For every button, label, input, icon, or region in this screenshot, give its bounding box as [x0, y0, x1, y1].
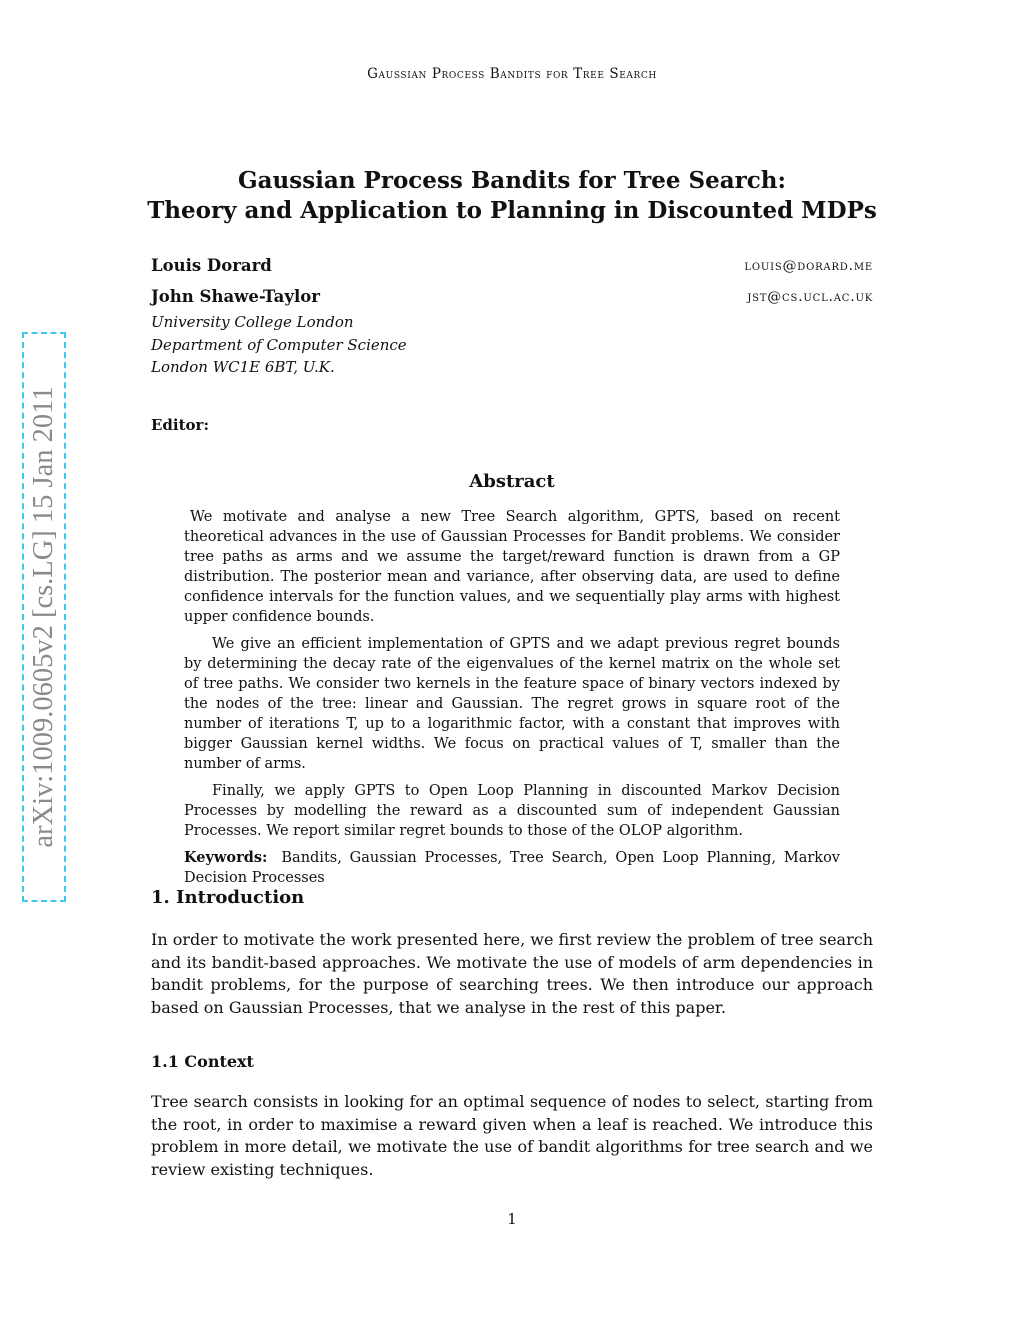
page-number: 1: [507, 1210, 517, 1228]
abstract-paragraph: We give an efficient implementation of GPTS and we adapt previous regret bounds by determining the decay rate of the eigenvalues of the kernel matrix on the whole set of tree paths. We consider two kernels in the feature space of binary vectors indexed by the nodes of the tree: linear and Gaussian. The regret grows in square root of the number of iterations T, up to a logarithmic factor, with a constant that improves with bigger Gaussian kernel widths. We focus on practical values of T, smaller than the number of arms.: [184, 636, 840, 772]
paper-title: [0, 166, 1024, 226]
author-email: louis@dorard.me: [744, 258, 873, 274]
subsection-paragraph: Tree search consists in looking for an optimal sequence of nodes to select, starting from the root, in order to maximise a reward given when a leaf is reached. We introduce this problem in more detail, we motivate the use of bandit algorithms for tree search and we review existing techniques.: [151, 1092, 873, 1179]
section-heading-introduction: 1. Introduction: [151, 887, 305, 908]
abstract-heading: Abstract: [469, 471, 555, 492]
title-line-1: Gaussian Process Bandits for Tree Search:: [238, 167, 786, 194]
author-name: Louis Dorard: [151, 256, 272, 275]
abstract-body: [184, 507, 840, 888]
running-head: Gaussian Process Bandits for Tree Search: [367, 66, 657, 82]
abstract-paragraph: Finally, we apply GPTS to Open Loop Planning in discounted Markov Decision Processes by modelling the reward as a discounted sum of independent Gaussian Processes. We report similar regret bounds to those of the OLOP algorithm.: [184, 783, 840, 839]
author-name: John Shawe-Taylor: [151, 287, 320, 306]
title-line-2: Theory and Application to Planning in Discounted MDPs: [147, 197, 877, 224]
arxiv-identifier: arXiv:1009.0605v2 [cs.LG] 15 Jan 2011: [28, 386, 59, 848]
affiliation-line: London WC1E 6BT, U.K.: [151, 358, 335, 376]
subsection-heading-context: 1.1 Context: [151, 1052, 254, 1071]
author-1: [151, 256, 873, 275]
abstract-paragraph: We motivate and analyse a new Tree Search algorithm, GPTS, based on recent theoretical advances in the use of Gaussian Processes for Bandit problems. We consider tree paths as arms and we assume the target/reward function is drawn from a GP distribution. The posterior mean and variance, after observing data, are used to define confidence intervals for the function values, and we sequentially play arms with highest upper confidence bounds.: [184, 509, 840, 625]
author-email: jst@cs.ucl.ac.uk: [747, 289, 873, 305]
keywords-text: Bandits, Gaussian Processes, Tree Search, Open Loop Planning, Markov Decision Processes: [184, 850, 840, 886]
section-paragraph: In order to motivate the work presented here, we first review the problem of tree search and its bandit-based approaches. We motivate the use of models of arm dependencies in bandit problems, for the purpose of searching trees. We then introduce our approach based on Gaussian Processes, that we analyse in the rest of this paper.: [151, 930, 873, 1017]
editor-label: Editor:: [151, 416, 209, 434]
author-2: [151, 287, 873, 306]
keywords: [184, 848, 840, 888]
arxiv-stamp: [22, 332, 66, 902]
keywords-label: Keywords:: [184, 849, 268, 866]
affiliation-line: Department of Computer Science: [151, 335, 407, 354]
affiliation: [151, 311, 407, 379]
affiliation-line: University College London: [151, 313, 354, 331]
